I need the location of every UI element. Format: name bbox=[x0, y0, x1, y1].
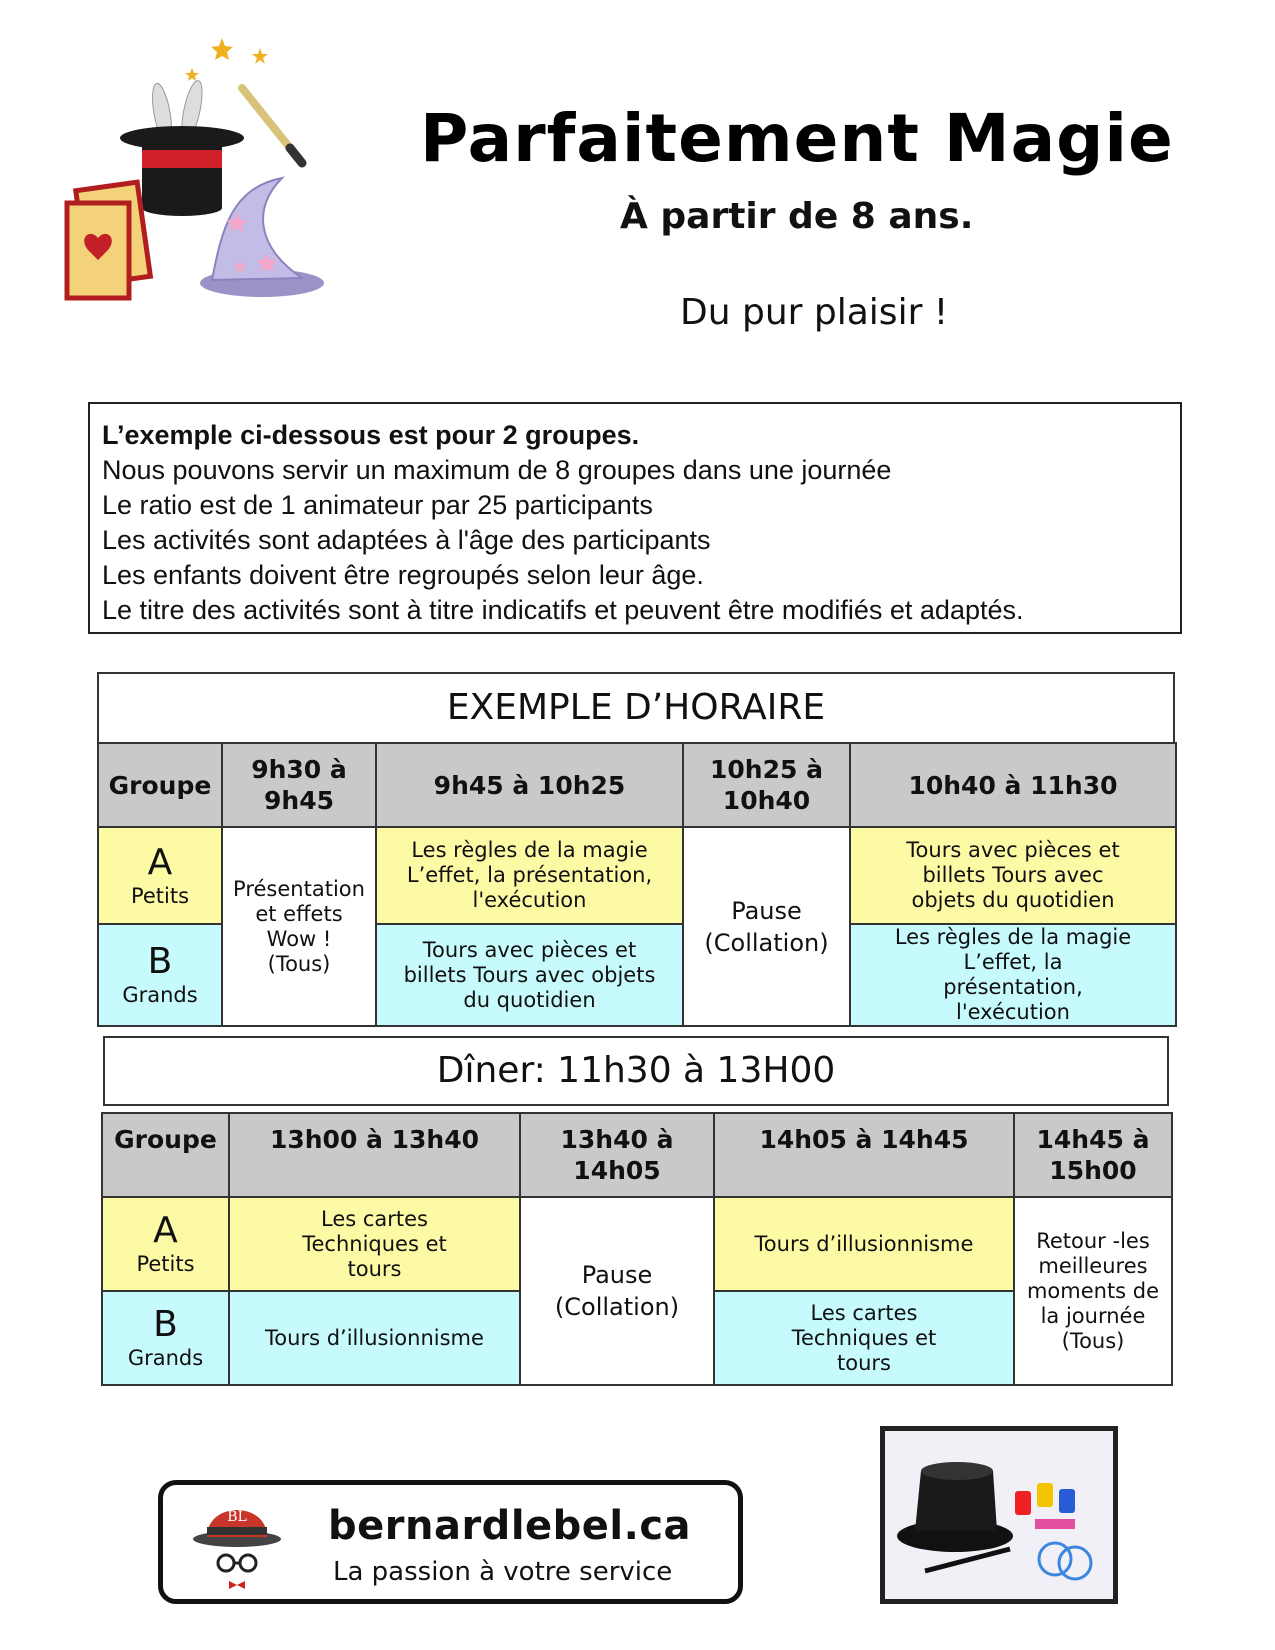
playing-cards-icon bbox=[67, 182, 150, 298]
group-b-cell bbox=[98, 924, 222, 1026]
col-header-time: 9h30 à 9h45 bbox=[222, 743, 376, 827]
col-header-time: 14h45 à 15h00 bbox=[1014, 1113, 1172, 1197]
website-link[interactable]: bernardlebel.ca bbox=[328, 1503, 692, 1549]
tagline: Du pur plaisir ! bbox=[680, 292, 949, 333]
group-name: Grands bbox=[127, 1346, 204, 1370]
group-a-cell bbox=[98, 827, 222, 924]
pause-cell: Pause (Collation) bbox=[520, 1197, 714, 1385]
lunch-bar bbox=[103, 1036, 1169, 1106]
schedule-title bbox=[97, 672, 1175, 744]
age-subtitle: À partir de 8 ans. bbox=[620, 196, 974, 237]
col-header-time: 10h25 à 10h40 bbox=[683, 743, 850, 827]
activity-cell: Tours avec pièces et billets Tours avec objets du quotidien bbox=[376, 924, 683, 1026]
info-box bbox=[88, 402, 1182, 634]
group-letter: B bbox=[153, 1304, 178, 1345]
col-header-time: 14h05 à 14h45 bbox=[714, 1113, 1014, 1197]
group-name: Grands bbox=[122, 983, 198, 1007]
sparkle-icon bbox=[185, 38, 268, 81]
magician-hat-logo-icon bbox=[187, 1493, 287, 1593]
activity-cell: Tours avec pièces et billets Tours avec objets du quotidien bbox=[850, 827, 1176, 924]
info-line: Nous pouvons servir un maximum de 8 groupes dans une journée bbox=[102, 455, 892, 485]
info-line: L’exemple ci-dessous est pour 2 groupes. bbox=[102, 420, 640, 450]
col-header-time: 10h40 à 11h30 bbox=[850, 743, 1176, 827]
magic-clipart bbox=[62, 38, 342, 313]
activity-cell: Tours d’illusionnisme bbox=[229, 1291, 520, 1385]
activity-cell: Les cartes Techniques et tours bbox=[229, 1197, 520, 1291]
info-line: Les enfants doivent être regroupés selon leur âge. bbox=[102, 560, 704, 590]
slogan: La passion à votre service bbox=[333, 1557, 673, 1587]
col-header-time: 9h45 à 10h25 bbox=[376, 743, 683, 827]
col-header-time: 13h00 à 13h40 bbox=[229, 1113, 520, 1197]
page-title: Parfaitement Magie bbox=[420, 100, 1174, 177]
bernardlebel-logo bbox=[158, 1480, 743, 1604]
afternoon-schedule-table bbox=[101, 1112, 1173, 1386]
activity-cell: Les règles de la magie L’effet, la présentation, l'exécution bbox=[376, 827, 683, 924]
group-b-cell bbox=[102, 1291, 229, 1385]
pause-cell: Pause (Collation) bbox=[683, 827, 850, 1026]
group-name: Petits bbox=[136, 1252, 195, 1276]
info-line: Le titre des activités sont à titre indicatifs et peuvent être modifiés et adaptés. bbox=[102, 595, 1024, 625]
activity-cell: Tours d’illusionnisme bbox=[714, 1197, 1014, 1291]
schedule-title-text: EXEMPLE D’HORAIRE bbox=[446, 687, 826, 728]
lunch-text: Dîner: 11h30 à 13H00 bbox=[436, 1050, 836, 1091]
group-a-cell bbox=[102, 1197, 229, 1291]
hat-badge: BL bbox=[227, 1509, 247, 1525]
activity-cell: Les cartes Techniques et tours bbox=[714, 1291, 1014, 1385]
shared-activity-cell: Présentation et effets Wow ! (Tous) bbox=[222, 827, 376, 1026]
col-header-group: Groupe bbox=[102, 1113, 229, 1197]
magic-kit-icon bbox=[885, 1431, 1113, 1599]
group-letter: B bbox=[147, 941, 173, 982]
info-line: Les activités sont adaptées à l'âge des participants bbox=[102, 525, 711, 555]
shared-activity-cell: Retour -les meilleures moments de la journée (Tous) bbox=[1014, 1197, 1172, 1385]
group-name: Petits bbox=[130, 883, 190, 908]
morning-schedule-table bbox=[97, 742, 1177, 1027]
col-header-group: Groupe bbox=[98, 743, 222, 827]
activity-cell: Les règles de la magie L’effet, la présentation, l'exécution bbox=[850, 924, 1176, 1026]
col-header-time: 13h40 à 14h05 bbox=[520, 1113, 714, 1197]
group-letter: A bbox=[147, 841, 173, 883]
info-line: Le ratio est de 1 animateur par 25 participants bbox=[102, 490, 653, 520]
group-letter: A bbox=[153, 1210, 178, 1251]
magic-kit-photo bbox=[880, 1426, 1118, 1604]
